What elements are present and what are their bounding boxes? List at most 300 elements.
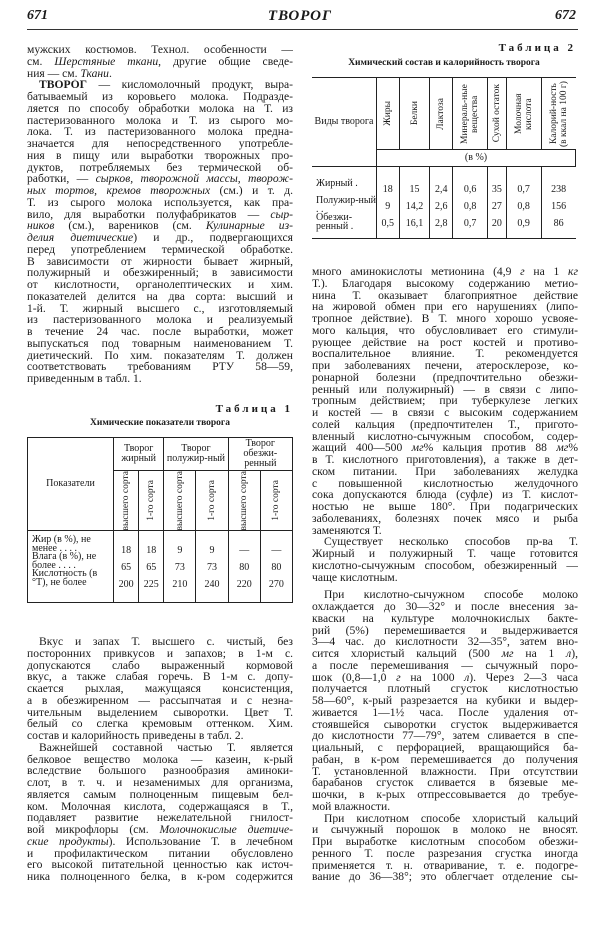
italic-text-run: ников xyxy=(27,220,55,232)
italic-text-run: кг xyxy=(568,266,578,278)
text-run: вкус, а также слабая горечь. В 1-м с. допу- xyxy=(27,671,293,683)
text-run: 58—60°, к-рый разрезается на кубики и выдер- xyxy=(312,695,578,707)
text-line xyxy=(312,266,578,278)
italic-text-run: г xyxy=(520,266,525,278)
text-run: стоявшейся сыворотки сгусток выдерживается xyxy=(312,718,578,731)
text-run: вследствие большого разнообразия аминоки- xyxy=(27,765,293,777)
text-run: при заболеваниях печени, атеросклерозе, ко- xyxy=(312,360,578,372)
table2-row-label: Полужир-ный . . xyxy=(316,195,376,215)
text-run: Важнейшей составной частью Т. является xyxy=(39,741,293,754)
table1-cell: 210 xyxy=(172,579,188,591)
italic-text-run: сырков, творожной массы, творож- xyxy=(95,173,293,185)
text-line xyxy=(27,303,293,315)
text-run: его высокой питательной ценностью как источ- xyxy=(27,859,293,871)
text-line xyxy=(27,220,293,232)
italic-text-run: мг xyxy=(556,442,569,454)
text-line xyxy=(312,431,578,443)
text-line xyxy=(27,695,293,707)
text-line xyxy=(312,513,578,525)
table2-cell: 16,1 xyxy=(405,218,424,229)
table2-cell: 15 xyxy=(409,184,420,195)
text-run: барабанов сгусток сливается в бязевые ме- xyxy=(312,777,578,789)
text-line xyxy=(27,777,293,789)
text-run: белый со слегка кремовым оттенком. Хим. xyxy=(27,718,293,730)
text-line xyxy=(27,91,293,103)
text-run: значается для непосредственного употребле- xyxy=(27,138,293,150)
text-line xyxy=(312,384,578,396)
text-run: кислотно-сычужным способом, обезжиренный — xyxy=(312,559,578,572)
text-run: чительным выделением сыворотки. Цвет Т. xyxy=(27,706,293,719)
text-line xyxy=(312,395,578,407)
table2-value-column xyxy=(377,167,400,239)
table1-cell: 65 xyxy=(121,562,132,574)
table2-column-label: Минераль-ные вещества xyxy=(460,83,481,144)
table2-column-header xyxy=(541,78,575,150)
text-run: рабан, в к-ром перемешивается до получения xyxy=(312,753,578,766)
table2-value-column xyxy=(541,167,575,239)
text-line xyxy=(312,360,578,372)
text-run: соответствовать требованиям РТУ 58—59, xyxy=(27,361,293,373)
italic-text-run: мг xyxy=(411,442,424,454)
text-run: солей кальция (предпочтителен Т., пригото- xyxy=(312,418,578,431)
text-line xyxy=(27,232,293,244)
text-line xyxy=(27,279,293,291)
text-run: ронарной болезни (предпочтительно обезжи- xyxy=(312,371,578,384)
text-run: чаще кислотным. xyxy=(312,571,398,584)
table1-subcolumn-label: высшего сорта xyxy=(239,471,250,531)
table1-cell: 65 xyxy=(146,562,157,574)
text-line xyxy=(312,707,578,719)
table2 xyxy=(312,77,576,239)
table2-title: Химический состав и калорийность творога xyxy=(348,58,540,68)
text-line xyxy=(312,372,578,384)
table2-column-label: Лактоза xyxy=(436,97,447,130)
text-run: а после перемешивания — сычужный поро- xyxy=(312,659,578,672)
text-run: ния в пищу или выработки творожных про- xyxy=(27,149,293,162)
table1-cell: 18 xyxy=(146,545,157,557)
text-run: рующее действие на рост костей и противо- xyxy=(312,336,578,349)
table1-subcolumn-label: 1-го сорта xyxy=(146,480,157,522)
text-line xyxy=(312,313,578,325)
text-run: При выработке кислотным способом обезжи- xyxy=(312,836,578,848)
table2-cell: 0,8 xyxy=(517,201,530,212)
text-line xyxy=(312,478,578,490)
italic-text-run: г xyxy=(396,671,401,684)
table2-column-header xyxy=(377,78,400,150)
text-line xyxy=(312,648,578,660)
text-line xyxy=(312,683,578,695)
text-run: Вкус и запах Т. высшего с. чистый, без xyxy=(39,636,293,648)
table1-subcolumn xyxy=(260,471,292,531)
text-run: подавляет развитие нежелательной гнилост- xyxy=(27,812,293,824)
table2-column-header xyxy=(399,78,430,150)
text-line xyxy=(27,350,293,362)
text-run: жащий 400—500 xyxy=(312,442,412,454)
text-line xyxy=(312,589,578,601)
table1-subcolumn xyxy=(139,471,164,531)
text-run: — кисломолочный продукт, выра- xyxy=(86,79,293,91)
text-run: от кислотности, органолептических и хим. xyxy=(27,279,293,291)
text-run: ника полноценного белка, в к-ром содержится xyxy=(27,871,293,883)
text-run: вило, для выработки полуфабрикатов — xyxy=(27,208,271,221)
text-line xyxy=(27,338,293,350)
table2-column-label: Белки xyxy=(409,101,420,126)
text-line xyxy=(312,836,578,848)
text-run: состав и калорийность приведены в табл. 2. xyxy=(27,730,244,742)
text-run: слот, в т. ч. и незаменимых для организма, xyxy=(27,777,293,789)
running-header-title: ТВОРОГ xyxy=(267,8,333,24)
text-run: ском питании. При заболеваниях желудка xyxy=(312,465,578,478)
text-run: ностью не выше 180°. При подагрических xyxy=(312,501,578,513)
text-line xyxy=(27,197,293,209)
text-line xyxy=(312,601,578,613)
table2-column-header xyxy=(453,78,488,150)
text-run: на жировой обмен при его нарушениях (липо- xyxy=(312,301,578,313)
italic-text-run: ных тортов, кремов творожных xyxy=(27,185,211,197)
text-line xyxy=(312,813,578,825)
text-run: мого кальция, что обусловливает его стимули- xyxy=(312,324,578,337)
text-run: ) и др., подвергающихся xyxy=(133,232,293,244)
header-rule xyxy=(27,29,578,30)
table2-cell: 14,2 xyxy=(405,201,424,212)
text-line xyxy=(312,625,578,637)
text-run: вание до 36—38°; это облегчает отделение сы- xyxy=(312,871,578,883)
text-line xyxy=(27,56,293,68)
text-run: получается плотный сгусток кислотностью xyxy=(312,683,578,695)
text-line xyxy=(27,209,293,221)
text-line xyxy=(312,789,578,801)
left-column-text-top xyxy=(27,44,293,385)
table2-value-column xyxy=(430,167,453,239)
text-line xyxy=(27,79,293,91)
text-line xyxy=(312,290,578,302)
text-line xyxy=(27,267,293,279)
italic-text-run: сыр- xyxy=(270,208,293,221)
text-line xyxy=(27,730,293,742)
table2-cell: 238 xyxy=(551,184,567,195)
text-line xyxy=(312,672,578,684)
text-run: живается 1—1½ часа. После удаления от- xyxy=(312,706,578,719)
table1-row-label: Жир (в %), не менее . . . . xyxy=(32,534,91,555)
table1-cell: — xyxy=(239,545,250,557)
text-line xyxy=(312,801,578,813)
text-run: на 1 xyxy=(513,648,567,660)
text-run: Существует несколько способов пр-ва Т. xyxy=(324,536,578,548)
text-run: рий (5%) перемешивается и выдерживается xyxy=(312,624,578,637)
text-run: ), xyxy=(571,648,578,660)
text-line xyxy=(27,326,293,338)
table2-value-column xyxy=(488,167,506,239)
text-line xyxy=(27,789,293,801)
text-run: При кислотном способе хлористый кальций xyxy=(324,812,578,825)
text-line xyxy=(27,373,293,385)
text-line xyxy=(27,162,293,174)
text-line xyxy=(312,442,578,454)
italic-text-run: Шерстяные ткани xyxy=(54,55,159,68)
text-line xyxy=(27,742,293,754)
table1-subcolumn xyxy=(228,471,260,531)
text-run: шок (0,8—1,0 xyxy=(312,671,397,684)
text-run: и профилактическом питании обусловлено xyxy=(27,847,293,860)
text-run: выпускаться под товарным наименованием Т. xyxy=(27,337,293,350)
text-run: Т. из сырого молока используется, как пра- xyxy=(27,196,293,209)
text-run: тропное действие). В Т. много хорошо усвояе- xyxy=(312,313,578,325)
text-line xyxy=(312,337,578,349)
text-line xyxy=(27,801,293,813)
table1-cell: 270 xyxy=(268,579,284,591)
text-run: мой влажности. xyxy=(312,800,391,813)
table1-group: Творог полужир-ный xyxy=(164,438,228,471)
text-run: и костей — в связи с высоким содержанием xyxy=(312,407,578,419)
table1-cell: 80 xyxy=(239,562,250,574)
table1-row-label: Кислотность (в °Т), не более xyxy=(32,568,98,589)
text-run: батываемый из коровьего молока. Подразде- xyxy=(27,91,293,103)
table2-unit: (в %) xyxy=(377,150,576,167)
text-run: диетический. По хим. показателям Т. должен xyxy=(27,349,293,362)
table2-cell: 18 xyxy=(382,184,393,195)
table1-cell: 73 xyxy=(207,562,218,574)
text-line xyxy=(312,572,578,584)
table2-value-column xyxy=(453,167,488,239)
table2-cell: 35 xyxy=(491,184,502,195)
table1-value-column xyxy=(196,531,228,603)
table1-body-row xyxy=(28,531,293,603)
table1-value-column xyxy=(164,531,196,603)
table1-cell: 18 xyxy=(121,545,132,557)
text-line xyxy=(27,718,293,730)
table1-title: Химические показатели творога xyxy=(90,418,230,428)
text-line xyxy=(312,719,578,731)
table1-caption: Таблица 1 xyxy=(215,403,293,415)
text-line xyxy=(312,860,578,872)
text-line xyxy=(312,454,578,466)
table2-body-row xyxy=(312,167,576,239)
text-run: 3—4 час. до кислотности 32—35°, затем вно- xyxy=(312,636,578,648)
text-line xyxy=(312,419,578,431)
table2-cell: 27 xyxy=(491,201,502,212)
text-run: дуктов, потребляемых без термической об- xyxy=(27,161,293,174)
text-line xyxy=(312,613,578,625)
table2-caption: Таблица 2 xyxy=(498,42,576,54)
text-line xyxy=(27,648,293,660)
table2-cell: 2,6 xyxy=(435,201,448,212)
text-line xyxy=(27,115,293,127)
table1-value-column xyxy=(114,531,139,603)
text-run: вой микрофлоры (см. xyxy=(27,824,160,836)
table2-value-column xyxy=(506,167,541,239)
italic-text-run: ские продукты xyxy=(27,835,109,848)
table2-cell: 156 xyxy=(551,201,567,212)
table2-cell: 0,7 xyxy=(463,218,477,229)
text-line xyxy=(27,812,293,824)
text-line xyxy=(312,848,578,860)
italic-text-run: Кулинарные из- xyxy=(205,220,293,232)
page-number-left: 671 xyxy=(27,8,48,23)
text-line xyxy=(27,314,293,326)
text-run: Т.). Благодаря высокому содержанию метио- xyxy=(312,277,578,290)
text-line xyxy=(27,44,293,56)
table1-cell: 200 xyxy=(118,579,134,591)
text-run: % xyxy=(568,442,578,454)
table1-value-column xyxy=(260,531,292,603)
table2-cell: 2,8 xyxy=(435,218,448,229)
text-run: является самым полноценным пищевым бел- xyxy=(27,788,293,801)
text-run: на 1 xyxy=(524,266,569,278)
text-line xyxy=(312,560,578,572)
text-line xyxy=(312,742,578,754)
table2-column-label: Жиры xyxy=(382,101,393,126)
text-line xyxy=(27,848,293,860)
table1-subcolumn-label: высшего сорта xyxy=(174,471,185,531)
text-line xyxy=(312,325,578,337)
text-run: сока допускаются блюда (суфле) из Т. кислот- xyxy=(312,489,578,501)
text-line xyxy=(312,636,578,648)
table2-row-header: Виды творога xyxy=(312,78,377,167)
text-run: а в обезжиренном — рассыпчатая и с незна- xyxy=(27,694,293,707)
table2-cell: 20 xyxy=(491,218,502,229)
text-run: ). Через 2—3 часа xyxy=(469,671,578,684)
table2-column-label: Калорий-ность (в ккал на 100 г) xyxy=(548,80,569,147)
table1-row-label: Влага (в %), не более . . . . xyxy=(32,551,97,572)
text-run: В зависимости от жирности бывает жирный, xyxy=(27,255,293,268)
text-run: вленный кислотно-сычужным способом, содер- xyxy=(312,430,578,443)
table1-value-column xyxy=(228,531,260,603)
table1-group: Творог обезжи-ренный xyxy=(228,438,292,471)
table1-cell: — xyxy=(271,545,282,557)
text-run: (см.) и т. д. xyxy=(210,185,293,197)
table2-column-header xyxy=(506,78,541,150)
text-run: охлаждается до 30—32° и после внесения за- xyxy=(312,601,578,613)
text-run: , другие общие сведе- xyxy=(158,55,293,68)
table1-cell: 220 xyxy=(236,579,252,591)
italic-text-run: л xyxy=(464,671,470,684)
text-line xyxy=(27,361,293,373)
table1-cell: 9 xyxy=(177,545,183,557)
italic-text-run: делия диетические xyxy=(27,232,134,244)
text-line xyxy=(312,824,578,836)
text-line xyxy=(312,525,578,537)
italic-text-run: л xyxy=(566,648,572,660)
text-run: приведенным в табл. 1. xyxy=(27,373,142,385)
text-line xyxy=(27,671,293,683)
text-run: применяется т. н. отваривание, т. е. подогре- xyxy=(312,859,578,872)
text-line xyxy=(27,636,293,648)
table2-row-label: Обезжи-ренный . xyxy=(316,212,354,232)
table2-row-label: Жирный . xyxy=(316,178,358,189)
table1-cell: 80 xyxy=(271,562,282,574)
text-run: При кислотно-сычужном способе молоко xyxy=(324,589,578,601)
text-run: Т. установленной влажности. При отсутствии xyxy=(312,765,578,778)
table2-cell: 0,5 xyxy=(381,218,395,229)
table2-cell: 0,6 xyxy=(463,184,477,195)
text-run: тропным действием; при туберкулезе легких xyxy=(312,395,578,407)
italic-text-run: Молочнокислые диетиче- xyxy=(159,824,293,836)
text-line xyxy=(27,859,293,871)
text-line xyxy=(27,660,293,672)
text-run: мужских костюмов. Технол. особенности — xyxy=(27,44,293,56)
page-number-right: 672 xyxy=(555,8,576,23)
text-run: 1-й. Т. жирный высшего с., изготовляемый xyxy=(27,302,293,315)
text-run: пастеризованного молока и Т. из сырого мо- xyxy=(27,114,293,127)
text-line xyxy=(312,278,578,290)
text-line xyxy=(312,466,578,478)
text-run: кваски на культуре молочнокислых бакте- xyxy=(312,612,578,625)
text-line xyxy=(312,730,578,742)
table1-cell: 225 xyxy=(143,579,159,591)
text-line xyxy=(312,501,578,513)
table2-column-label: Сухой остаток xyxy=(491,84,502,143)
text-run: заменяются Т. xyxy=(312,524,382,537)
table1-cell: 9 xyxy=(209,545,215,557)
text-line xyxy=(312,407,578,419)
table2-cell: 0,8 xyxy=(463,201,477,212)
text-line xyxy=(27,256,293,268)
text-run: циальный, с перфорацией, вращающийся ба- xyxy=(312,742,578,754)
text-run: заболеваниях, болезнях почек мясо и рыба xyxy=(312,512,578,525)
text-run: ния — см. xyxy=(27,67,81,80)
text-line xyxy=(27,173,293,185)
text-run: лока. Т. из пастеризованного молока предна- xyxy=(27,126,293,138)
table2-value-column xyxy=(399,167,430,239)
text-run: нина Т. оказывает благоприятное действие xyxy=(312,289,578,302)
text-run: (см.), вареников (см. xyxy=(54,220,206,232)
text-run: % кальция против 88 xyxy=(423,442,557,454)
table1 xyxy=(27,437,293,603)
text-run: сится хлористый кальций (500 xyxy=(312,648,502,660)
text-line xyxy=(27,185,293,197)
text-line xyxy=(312,754,578,766)
table1-subcolumn xyxy=(114,471,139,531)
table2-column-header xyxy=(430,78,453,150)
text-run: шочки, в к-рых отпрессовывается до требуе- xyxy=(312,789,578,801)
text-line xyxy=(312,489,578,501)
text-line xyxy=(27,871,293,883)
text-run: на 1000 xyxy=(400,671,465,684)
table1-group: Творог жирный xyxy=(114,438,164,471)
text-line xyxy=(27,291,293,303)
table2-column-label: Молочная кислота xyxy=(513,93,534,134)
text-line xyxy=(312,301,578,313)
text-line xyxy=(312,660,578,672)
table1-subcolumn xyxy=(164,471,196,531)
left-column-text-bottom xyxy=(27,636,293,883)
text-run: перед употреблением термической обработке. xyxy=(27,243,293,256)
text-run: ). Использование Т. в лечебном xyxy=(108,835,293,848)
table1-value-column xyxy=(139,531,164,603)
text-line xyxy=(312,548,578,560)
table1-subcolumn-label: высшего сорта xyxy=(121,471,132,531)
table2-cell: 86 xyxy=(553,218,564,229)
table2-cell: 0,9 xyxy=(517,218,530,229)
italic-text-run: Ткани xyxy=(80,67,109,80)
text-line xyxy=(27,824,293,836)
table2-column-header xyxy=(488,78,506,150)
text-run: белковое вещество молока — казеин, к-рый xyxy=(27,753,293,766)
text-line xyxy=(312,348,578,360)
text-run: в Т. кислотного приготовления), а также в дет- xyxy=(312,454,578,466)
table1-row-header: Показатели xyxy=(28,438,114,531)
text-line xyxy=(27,765,293,777)
text-run: и сычужный порошок в молоко не вносят. xyxy=(312,824,578,836)
text-line xyxy=(27,836,293,848)
italic-text-run: мг xyxy=(501,648,514,660)
text-run: много аминокислоты метионина (4,9 xyxy=(312,266,521,278)
text-run: ком. Молочная кислота, содержащаяся в Т., xyxy=(27,800,293,813)
text-run: с повышенной кислотностью желудочного xyxy=(312,477,578,490)
text-run: см. xyxy=(27,55,55,68)
text-line xyxy=(312,695,578,707)
table2-cell: 9 xyxy=(385,201,391,212)
